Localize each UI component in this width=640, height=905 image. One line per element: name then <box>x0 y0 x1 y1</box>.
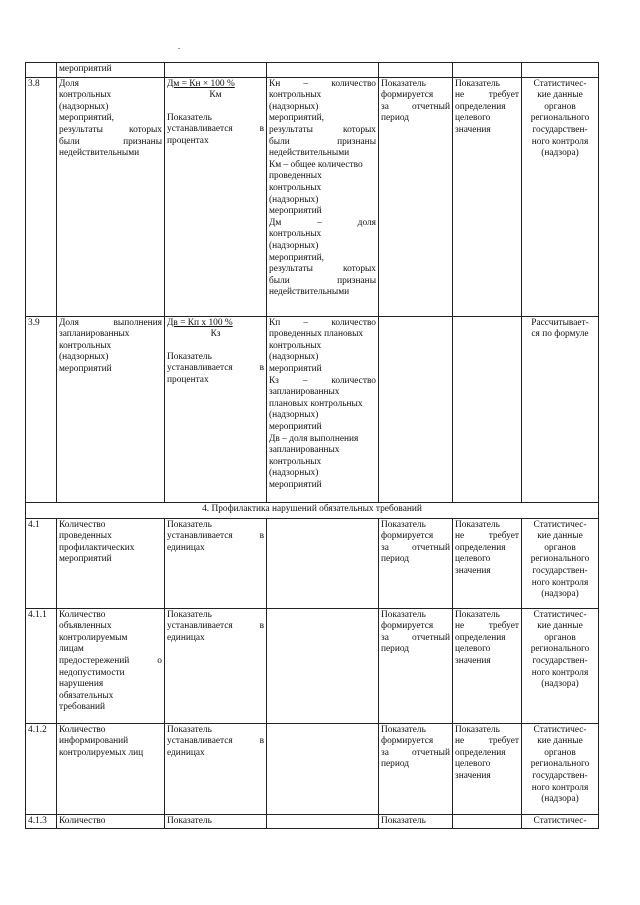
target-cell <box>453 608 522 723</box>
text-line: регионального <box>530 644 590 655</box>
row-number <box>26 77 57 316</box>
target-cell <box>453 518 522 608</box>
text-line: устанавливается в <box>167 736 264 747</box>
text-line: запланированных <box>59 329 130 340</box>
text-line: контрольных <box>59 90 112 101</box>
row-number-text: 3.8 <box>28 78 40 89</box>
text-line: информирований <box>59 736 129 747</box>
text-line: за отчетный <box>381 747 450 758</box>
text-line: недействительными <box>269 287 350 298</box>
row-number-text: 4.1.1 <box>28 609 47 620</box>
text-line: были признаны <box>269 136 376 147</box>
text-line: мероприятий <box>269 479 322 490</box>
text-line: (надзора) <box>541 148 579 159</box>
row-number-text: 3.9 <box>28 317 40 328</box>
text-line: за отчетный <box>381 101 450 112</box>
text-line: государствен- <box>532 565 588 576</box>
text-line: целевого <box>455 554 491 565</box>
text-line: Показатель <box>167 609 212 620</box>
source-cell <box>522 518 599 608</box>
text-line: Статистичес- <box>533 724 587 735</box>
cell-formula <box>165 63 267 78</box>
text-line: государствен- <box>532 770 588 781</box>
text-line: ного контроля <box>531 782 589 793</box>
formula-cell <box>165 316 267 502</box>
variables-cell <box>267 723 379 814</box>
table-row-4-1-3 <box>26 814 599 829</box>
text-line: кие данные <box>537 736 583 747</box>
text-line: Км – общее количество <box>269 159 363 170</box>
text-line: процентах <box>167 374 209 385</box>
text-line: профилактических <box>59 542 135 553</box>
text-line: Кп – количество <box>269 317 376 328</box>
indicator-name <box>57 316 165 502</box>
text-line: органов <box>544 542 576 553</box>
cell-vars <box>267 63 379 78</box>
text-line: ного контроля <box>531 136 589 147</box>
text-line: Показатель <box>167 815 212 826</box>
period-cell <box>379 518 453 608</box>
text-line: формируется <box>381 621 434 632</box>
table-row-3-8 <box>26 77 599 316</box>
text-line: Доля выполнения <box>59 317 162 328</box>
text-line: Статистичес- <box>533 815 587 826</box>
text-line: не требует <box>455 736 519 747</box>
text-line: регионального <box>530 113 590 124</box>
variables-cell <box>267 518 379 608</box>
text-line: запланированных <box>269 387 340 398</box>
text-line: формируется <box>381 90 434 101</box>
text-line: Количество <box>59 815 106 826</box>
text-line: органов <box>544 101 576 112</box>
text-line: Рассчитывает- <box>531 317 589 328</box>
text-line: требований <box>59 702 106 713</box>
text-line: недействительными <box>269 148 350 159</box>
text-line: контрольных <box>269 90 322 101</box>
row-number <box>26 723 57 814</box>
text-line: определения <box>455 747 506 758</box>
formula-numerator <box>167 318 264 330</box>
table-row-4-1-1 <box>26 608 599 723</box>
indicator-name <box>57 518 165 608</box>
text-line: Показатель <box>455 78 500 89</box>
text-line: определения <box>455 632 506 643</box>
formula-numerator <box>167 79 264 91</box>
text-line: (надзора) <box>541 794 579 805</box>
row-number <box>26 518 57 608</box>
text-line: единицах <box>167 747 205 758</box>
text-line: государствен- <box>532 124 588 135</box>
indicators-table <box>25 62 599 829</box>
formula-cell <box>165 608 267 723</box>
text-line: мероприятий <box>59 363 112 374</box>
text-line: значения <box>455 124 491 135</box>
text-line: значения <box>455 655 491 666</box>
text-line: (надзора) <box>541 679 579 690</box>
cell-target <box>453 63 522 78</box>
text-line: объявленных <box>59 621 112 632</box>
section-title: 4. Профилактика нарушений обязательных требований <box>26 502 599 518</box>
indicator-name: мероприятий <box>59 64 112 74</box>
text-line: Показатель <box>455 724 500 735</box>
cell-period <box>379 63 453 78</box>
text-line: (надзорных) <box>269 240 319 251</box>
text-line: Показатель <box>381 815 426 826</box>
text-line: Показатель <box>455 609 500 620</box>
text-line: лицам <box>59 644 84 655</box>
text-line: Количество <box>59 724 106 735</box>
indicator-name <box>57 814 165 829</box>
text-line: государствен- <box>532 655 588 666</box>
page-mark <box>178 48 180 49</box>
text-line: контрольных <box>269 229 322 240</box>
period-cell <box>379 77 453 316</box>
text-line: период <box>381 644 410 655</box>
text-line: устанавливается в <box>167 531 264 542</box>
text-line: ного контроля <box>531 667 589 678</box>
text-line: органов <box>544 632 576 643</box>
text-line: Показатель <box>381 609 426 620</box>
text-line: кие данные <box>537 531 583 542</box>
text-line: Статистичес- <box>533 78 587 89</box>
row-number-text: 4.1.3 <box>28 815 47 826</box>
text-line: плановых контрольных <box>269 398 363 409</box>
formula-cell <box>165 723 267 814</box>
text-line: целевого <box>455 113 491 124</box>
text-line: Показатель <box>381 519 426 530</box>
table-row-4-1 <box>26 518 599 608</box>
row-number <box>26 608 57 723</box>
text-line: Показатель <box>167 519 212 530</box>
source-cell <box>522 316 599 502</box>
text-line: мероприятий <box>269 421 322 432</box>
row-number-text: 4.1.2 <box>28 724 47 735</box>
formula-cell <box>165 518 267 608</box>
text-line: нарушения <box>59 679 104 690</box>
table-row-3-9 <box>26 316 599 502</box>
text-line: Статистичес- <box>533 609 587 620</box>
source-cell <box>522 814 599 829</box>
formula-denominator: Км <box>209 90 222 101</box>
text-line: единицах <box>167 542 205 553</box>
text-line: Количество <box>59 519 106 530</box>
period-cell <box>379 316 453 502</box>
table-row-4-1-2 <box>26 723 599 814</box>
text-line: ся по формуле <box>531 329 589 340</box>
source-cell <box>522 723 599 814</box>
text-line: единицах <box>167 632 205 643</box>
formula-denominator: Кз <box>210 329 221 340</box>
text-line: контрольных <box>269 340 322 351</box>
text-line: мероприятий, <box>269 113 324 124</box>
text-line: устанавливается в <box>167 124 264 135</box>
text-line: период <box>381 113 410 124</box>
text-line: контролируемых лиц <box>59 747 144 758</box>
text-line: процентах <box>167 135 209 146</box>
target-cell <box>453 723 522 814</box>
text-line: регионального <box>530 554 590 565</box>
formula-cell <box>165 77 267 316</box>
source-cell <box>522 77 599 316</box>
text-line: (надзорных) <box>59 101 109 112</box>
text-line: недопустимости <box>59 667 125 678</box>
target-cell <box>453 814 522 829</box>
period-cell <box>379 608 453 723</box>
row-number <box>26 814 57 829</box>
indicator-name <box>57 608 165 723</box>
text-line: определения <box>455 101 506 112</box>
text-line: Кн – количество <box>269 78 376 89</box>
section-header-4 <box>26 502 599 518</box>
target-cell <box>453 77 522 316</box>
text-line: контролируемым <box>59 632 128 643</box>
text-line: Показатель <box>167 112 212 123</box>
text-line: кие данные <box>537 621 583 632</box>
text-line: период <box>381 759 410 770</box>
text-line: контрольных <box>269 182 322 193</box>
formula-cell <box>165 814 267 829</box>
text-line: Статистичес- <box>533 519 587 530</box>
text-line: Показатель <box>167 724 212 735</box>
text-line: недействительными <box>59 148 140 159</box>
text-line: Дм – доля <box>269 217 376 228</box>
variables-cell <box>267 814 379 829</box>
source-cell <box>522 608 599 723</box>
row-number-text: 4.1 <box>28 519 40 530</box>
text-line: мероприятий <box>269 206 322 217</box>
spacer <box>167 102 264 113</box>
text-line: определения <box>455 542 506 553</box>
indicator-name <box>57 723 165 814</box>
row-number <box>26 316 57 502</box>
text-line: за отчетный <box>381 542 450 553</box>
text-line: (надзорных) <box>269 410 319 421</box>
indicator-name <box>57 77 165 316</box>
text-line: проведенных <box>269 171 322 182</box>
text-line: (надзорных) <box>59 352 109 363</box>
period-cell <box>379 723 453 814</box>
text-line: мероприятий, <box>269 252 324 263</box>
text-line: результаты которых <box>59 124 162 135</box>
text-line: кие данные <box>537 90 583 101</box>
text-line: результаты которых <box>269 264 376 275</box>
formula-text: Дм = Кн × 100 % <box>167 78 235 89</box>
spacer <box>167 341 264 352</box>
text-line: значения <box>455 565 491 576</box>
text-line: были признаны <box>269 275 376 286</box>
text-line: (надзора) <box>541 589 579 600</box>
cell-source <box>522 63 599 78</box>
text-line: обязательных <box>59 690 114 701</box>
cell-name <box>57 63 165 78</box>
text-line: (надзорных) <box>269 194 319 205</box>
target-cell <box>453 316 522 502</box>
text-line: мероприятий <box>59 554 112 565</box>
text-line: контрольных <box>269 456 322 467</box>
text-line: регионального <box>530 759 590 770</box>
text-line: не требует <box>455 90 519 101</box>
text-line: целевого <box>455 759 491 770</box>
text-line: мероприятий, <box>59 113 114 124</box>
text-line: значения <box>455 770 491 781</box>
text-line: не требует <box>455 621 519 632</box>
text-line: устанавливается в <box>167 363 264 374</box>
text-line: период <box>381 554 410 565</box>
text-line: контрольных <box>59 340 112 351</box>
text-line: Показатель <box>455 519 500 530</box>
text-line: предостережений о <box>59 655 162 666</box>
text-line: Показатель <box>167 351 212 362</box>
text-line: проведенных <box>59 531 112 542</box>
text-line: (надзорных) <box>269 101 319 112</box>
text-line: Показатель <box>381 724 426 735</box>
text-line: целевого <box>455 644 491 655</box>
text-line: (надзорных) <box>269 468 319 479</box>
variables-cell <box>267 77 379 316</box>
text-line: мероприятий <box>269 363 322 374</box>
table-row-continued <box>26 63 599 78</box>
text-line: формируется <box>381 531 434 542</box>
text-line: Кз – количество <box>269 375 376 386</box>
text-line: Количество <box>59 609 106 620</box>
text-line: были признаны <box>59 136 162 147</box>
text-line: Доля <box>59 78 79 89</box>
text-line: ного контроля <box>531 577 589 588</box>
text-line: запланированных <box>269 445 340 456</box>
text-line: не требует <box>455 531 519 542</box>
text-line: проведенных плановых <box>269 329 364 340</box>
variables-cell <box>267 608 379 723</box>
text-line: за отчетный <box>381 632 450 643</box>
text-line: органов <box>544 747 576 758</box>
text-line: формируется <box>381 736 434 747</box>
text-line: Показатель <box>381 78 426 89</box>
period-cell <box>379 814 453 829</box>
cell-num <box>26 63 57 78</box>
text-line: Дв – доля выполнения <box>269 433 359 444</box>
variables-cell <box>267 316 379 502</box>
text-line: устанавливается в <box>167 621 264 632</box>
text-line: (надзорных) <box>269 352 319 363</box>
text-line: результаты которых <box>269 124 376 135</box>
formula-text: Дв = Кп х 100 % <box>167 317 233 328</box>
